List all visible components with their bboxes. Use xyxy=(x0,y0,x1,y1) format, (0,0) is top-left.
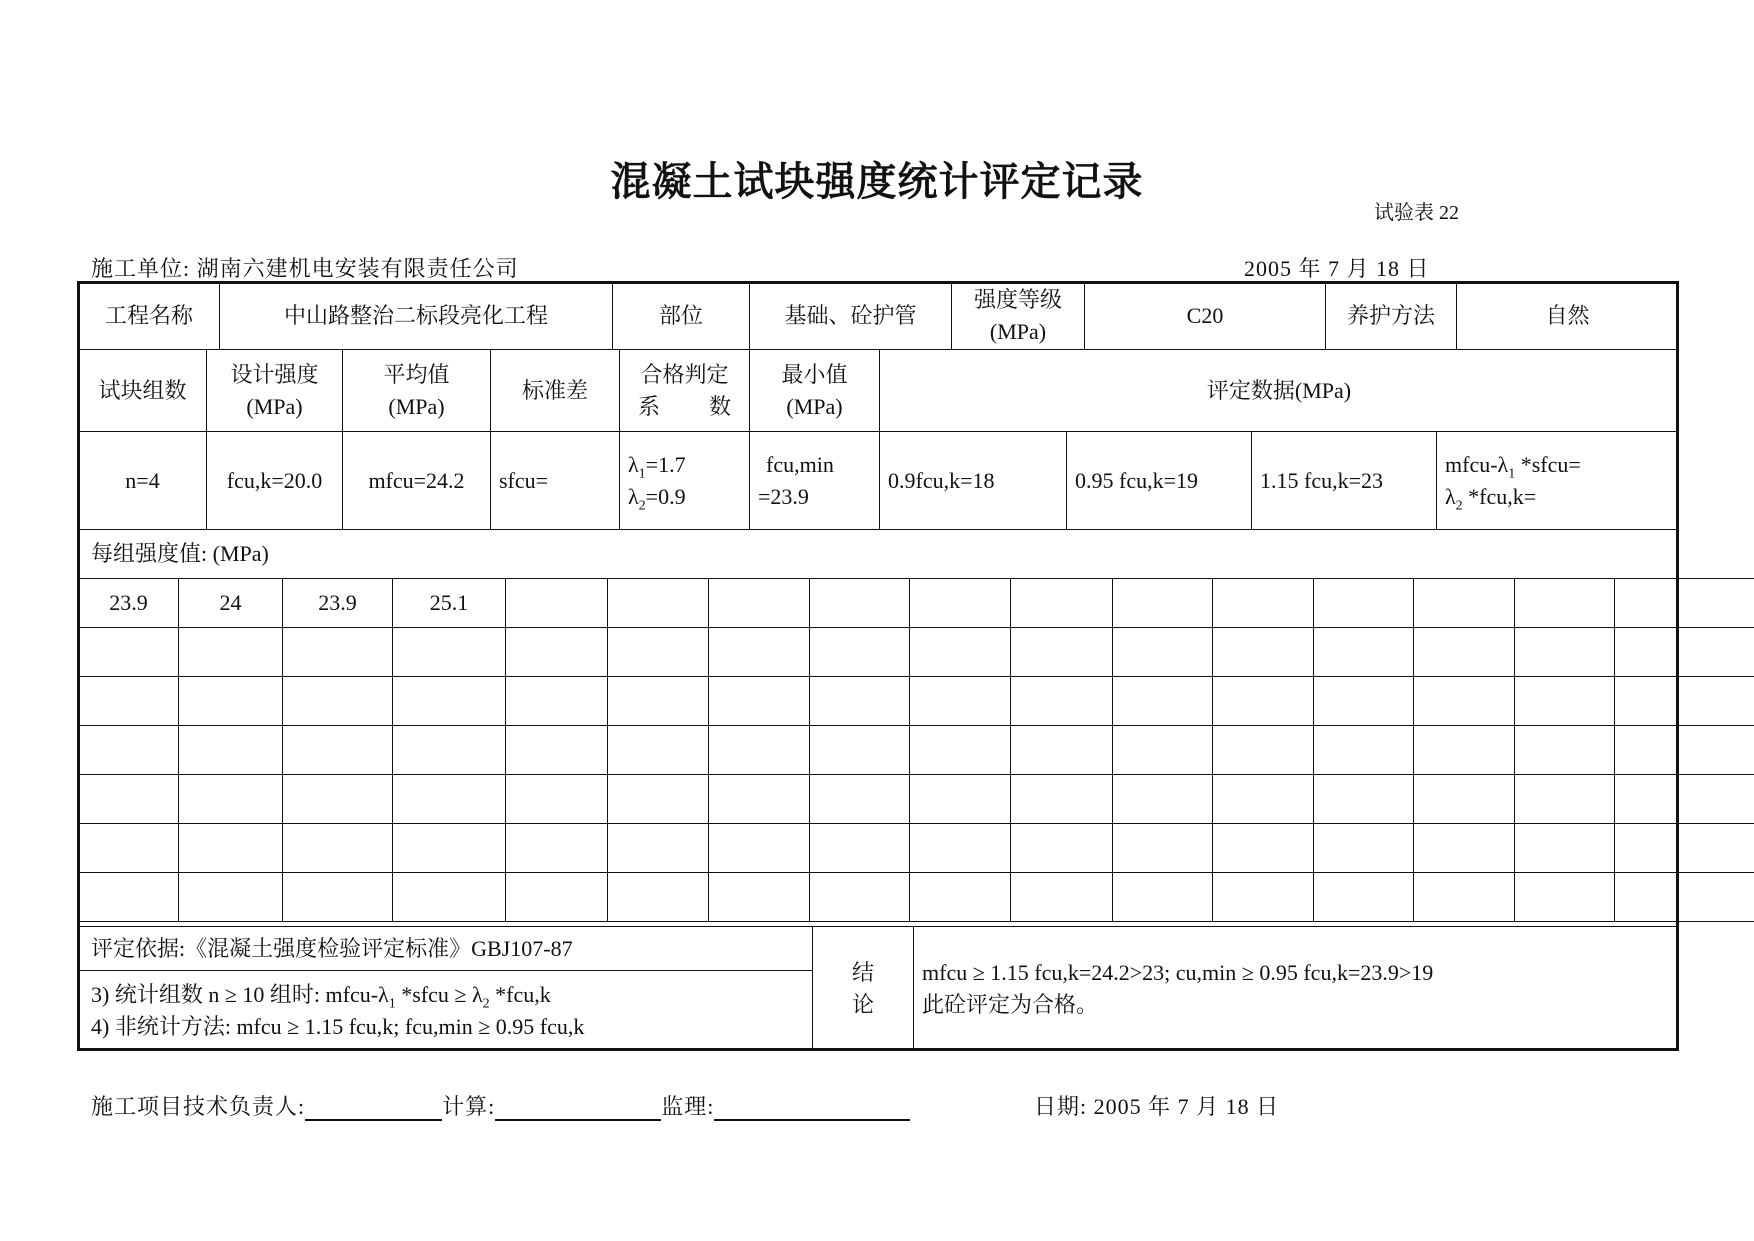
grade-value: C20 xyxy=(1085,283,1326,350)
minimum-line2: (MPa) xyxy=(786,393,843,419)
grid-cell xyxy=(1314,873,1414,922)
grid-cell xyxy=(1213,579,1314,628)
group-strength-label: 每组强度值: (MPa) xyxy=(79,530,1678,579)
grid-cell xyxy=(1314,726,1414,775)
curing-method-value: 自然 xyxy=(1457,283,1679,350)
evaluation-data-label: 评定数据(MPa) xyxy=(880,350,1679,432)
tech-lead-signature-field[interactable] xyxy=(305,1093,442,1121)
grid-cell xyxy=(608,579,709,628)
grid-cell xyxy=(506,873,608,922)
eval-formula-1-pre: mfcu-λ xyxy=(1445,451,1509,477)
grid-cell xyxy=(179,824,283,873)
grid-cell xyxy=(810,873,910,922)
grid-cell xyxy=(179,628,283,677)
minimum-value-line2: =23.9 xyxy=(758,483,809,509)
conclusion-line-2: 此砼评定为合格。 xyxy=(922,991,1099,1017)
grid-cell xyxy=(393,824,506,873)
coefficient-char1: 系 xyxy=(638,393,661,419)
basis-rule-3-mid: *sfcu ≥ λ xyxy=(395,981,483,1007)
basis-rule-3-sub2: 2 xyxy=(482,995,490,1011)
minimum-label xyxy=(750,350,880,432)
grid-cell xyxy=(810,775,910,824)
coefficient-line1: 合格判定 xyxy=(640,361,729,387)
design-strength-line2: (MPa) xyxy=(246,393,303,419)
grid-cell xyxy=(810,824,910,873)
grid-cell xyxy=(1213,824,1314,873)
grid-cell xyxy=(393,873,506,922)
grid-cell xyxy=(1314,628,1414,677)
grid-cell xyxy=(1011,628,1113,677)
eval-formula-2-sub: 2 xyxy=(1455,497,1463,513)
coefficient-char2: 数 xyxy=(708,393,731,419)
lambda1-subscript: 1 xyxy=(638,465,646,481)
group-count-value: n=4 xyxy=(79,432,207,530)
grid-cell xyxy=(1213,628,1314,677)
tech-lead-label: 施工项目技术负责人: xyxy=(91,1094,306,1119)
grid-cell xyxy=(709,824,810,873)
grid-cell xyxy=(1113,775,1213,824)
grid-cell xyxy=(1414,628,1515,677)
eval-095: 0.95 fcu,k=19 xyxy=(1067,432,1252,530)
grid-cell xyxy=(1011,677,1113,726)
grid-cell xyxy=(79,726,179,775)
grid-cell xyxy=(79,677,179,726)
grid-cell xyxy=(1414,775,1515,824)
grid-cell xyxy=(1113,824,1213,873)
mean-value-line2: (MPa) xyxy=(388,393,445,419)
grid-cell xyxy=(608,628,709,677)
grid-cell: 23.9 xyxy=(79,579,179,628)
conclusion-line-1: mfcu ≥ 1.15 fcu,k=24.2>23; cu,min ≥ 0.95 fcu,k=23.9>19 xyxy=(922,959,1434,985)
grid-cell xyxy=(1113,579,1213,628)
eval-115: 1.15 fcu,k=23 xyxy=(1252,432,1437,530)
grid-cell xyxy=(506,726,608,775)
grid-cell xyxy=(1113,628,1213,677)
record-date: 2005 年 7 月 18 日 xyxy=(1244,256,1430,281)
grid-cell xyxy=(1615,677,1754,726)
grid-cell xyxy=(1615,579,1754,628)
grid-cell xyxy=(1011,726,1113,775)
group-strength-header xyxy=(78,529,1678,579)
lambda2-number: =0.9 xyxy=(645,483,686,509)
grid-cell xyxy=(283,873,393,922)
grid-cell: 25.1 xyxy=(393,579,506,628)
grid-cell xyxy=(506,824,608,873)
group-count-label: 试块组数 xyxy=(79,350,207,432)
grid-cell xyxy=(910,579,1011,628)
eval-formula-2 xyxy=(1445,481,1670,513)
grid-cell xyxy=(179,873,283,922)
project-info-row xyxy=(78,282,1679,350)
grid-row xyxy=(79,726,1754,775)
page-title: 混凝土试块强度统计评定记录 xyxy=(610,159,1144,205)
grid-cell xyxy=(179,775,283,824)
grid-cell xyxy=(1011,775,1113,824)
supervisor-signature-field[interactable] xyxy=(714,1093,910,1121)
eval-formulas xyxy=(1437,432,1679,530)
coefficient-label xyxy=(620,350,750,432)
construction-unit-value: 湖南六建机电安装有限责任公司 xyxy=(196,256,519,281)
grid-cell xyxy=(1615,873,1754,922)
grade-label xyxy=(952,283,1085,350)
grid-cell xyxy=(810,726,910,775)
grid-cell xyxy=(910,677,1011,726)
design-strength-line1: 设计强度 xyxy=(230,361,319,387)
grid-cell xyxy=(1414,677,1515,726)
grid-cell xyxy=(79,873,179,922)
conclusion-label-1: 结 xyxy=(851,959,874,985)
grade-label-line2: (MPa) xyxy=(989,319,1047,344)
coefficient-line2 xyxy=(628,391,741,423)
grid-cell xyxy=(910,775,1011,824)
grid-cell xyxy=(1615,726,1754,775)
grid-cell xyxy=(1414,726,1515,775)
construction-unit xyxy=(91,252,519,283)
design-strength-label xyxy=(207,350,343,432)
lambda2-subscript: 2 xyxy=(638,497,646,513)
grid-cell xyxy=(79,824,179,873)
grid-cell xyxy=(393,628,506,677)
calc-label: 计算: xyxy=(442,1094,496,1119)
grid-cell xyxy=(1011,824,1113,873)
eval-formula-1 xyxy=(1445,449,1670,481)
grid-cell xyxy=(1011,873,1113,922)
grid-cell xyxy=(1213,775,1314,824)
basis-conclusion-table xyxy=(78,926,1679,1051)
grid-cell xyxy=(283,677,393,726)
eval-formula-2-post: *fcu,k= xyxy=(1462,483,1537,509)
grid-cell xyxy=(608,824,709,873)
grid-cell xyxy=(1515,824,1615,873)
basis-rules xyxy=(79,971,813,1051)
eval-formula-2-pre: λ xyxy=(1445,483,1456,509)
lambda2-value xyxy=(628,481,741,513)
grid-cell: 24 xyxy=(179,579,283,628)
grid-cell xyxy=(810,579,910,628)
grid-cell xyxy=(1515,628,1615,677)
grid-cell xyxy=(1515,726,1615,775)
grid-cell xyxy=(79,628,179,677)
minimum-value xyxy=(750,432,880,530)
grid-cell xyxy=(709,628,810,677)
grid-cell xyxy=(1414,824,1515,873)
signature-line xyxy=(91,1090,910,1121)
grade-label-line1: 强度等级 xyxy=(973,287,1062,312)
grid-cell xyxy=(1213,677,1314,726)
grid-cell xyxy=(179,726,283,775)
grid-cell xyxy=(709,726,810,775)
grid-cell xyxy=(1615,824,1754,873)
basis-rule-3 xyxy=(91,979,804,1011)
grid-cell xyxy=(393,775,506,824)
grid-cell xyxy=(179,677,283,726)
eval-formula-1-sub: 1 xyxy=(1508,465,1516,481)
lambda1-number: =1.7 xyxy=(645,451,686,477)
supervisor-label: 监理: xyxy=(661,1094,715,1119)
conclusion-label-2: 论 xyxy=(851,991,874,1017)
calc-signature-field[interactable] xyxy=(495,1093,661,1121)
basis-rule-3-pre: 3) 统计组数 n ≥ 10 组时: mfcu-λ xyxy=(91,981,389,1007)
grid-cell xyxy=(608,775,709,824)
grid-cell xyxy=(283,824,393,873)
grid-row xyxy=(79,824,1754,873)
grid-cell xyxy=(1515,579,1615,628)
grid-cell xyxy=(393,726,506,775)
grid-cell xyxy=(1515,873,1615,922)
grid-cell xyxy=(1414,873,1515,922)
grid-cell xyxy=(1213,873,1314,922)
design-strength-value: fcu,k=20.0 xyxy=(207,432,343,530)
grid-row xyxy=(79,775,1754,824)
conclusion-label xyxy=(813,927,914,1051)
construction-unit-label: 施工单位: xyxy=(91,256,191,281)
grid-cell xyxy=(1213,726,1314,775)
grid-row xyxy=(79,628,1754,677)
grid-cell xyxy=(1414,579,1515,628)
mean-value: mfcu=24.2 xyxy=(343,432,491,530)
basis-rule-4: 4) 非统计方法: mfcu ≥ 1.15 fcu,k; fcu,min ≥ 0.95 fcu,k xyxy=(91,1013,585,1039)
grid-row xyxy=(79,873,1754,922)
grid-cell xyxy=(1515,677,1615,726)
basis-rule-3-post: *fcu,k xyxy=(489,981,551,1007)
lambda2-symbol: λ xyxy=(628,483,639,509)
grid-cell xyxy=(709,775,810,824)
statistics-table xyxy=(78,349,1679,530)
grid-cell xyxy=(1011,579,1113,628)
grid-cell xyxy=(709,873,810,922)
std-dev-value: sfcu= xyxy=(491,432,620,530)
grid-cell xyxy=(1515,775,1615,824)
grid-cell xyxy=(608,726,709,775)
grid-row xyxy=(79,579,1754,628)
form-number: 试验表 22 xyxy=(1374,202,1459,224)
grid-cell xyxy=(1314,775,1414,824)
grid-row xyxy=(79,677,1754,726)
grid-cell xyxy=(1113,677,1213,726)
minimum-value-line1: fcu,min xyxy=(766,451,834,477)
grid-cell xyxy=(393,677,506,726)
eval-09: 0.9fcu,k=18 xyxy=(880,432,1067,530)
grid-cell xyxy=(1615,628,1754,677)
project-name-label: 工程名称 xyxy=(79,283,220,350)
grid-cell: 23.9 xyxy=(283,579,393,628)
grid-cell xyxy=(506,775,608,824)
grid-cell xyxy=(910,873,1011,922)
grid-cell xyxy=(709,677,810,726)
grid-cell xyxy=(810,677,910,726)
grid-cell xyxy=(1314,579,1414,628)
grid-cell xyxy=(608,677,709,726)
grid-cell xyxy=(709,579,810,628)
basis-rule-3-sub1: 1 xyxy=(388,995,396,1011)
grid-cell xyxy=(283,775,393,824)
grid-cell xyxy=(1615,775,1754,824)
lambda1-symbol: λ xyxy=(628,451,639,477)
evaluation-basis: 评定依据:《混凝土强度检验评定标准》GBJ107-87 xyxy=(79,927,813,971)
coefficient-values xyxy=(620,432,750,530)
grid-cell xyxy=(1113,726,1213,775)
part-value: 基础、砼护管 xyxy=(750,283,952,350)
grid-cell xyxy=(910,824,1011,873)
minimum-line1: 最小值 xyxy=(781,361,848,387)
sign-date: 日期: 2005 年 7 月 18 日 xyxy=(1034,1094,1280,1119)
grid-cell xyxy=(506,579,608,628)
conclusion-text xyxy=(914,927,1679,1051)
grid-cell xyxy=(1314,677,1414,726)
grid-cell xyxy=(506,628,608,677)
group-values-grid xyxy=(78,578,1754,922)
std-dev-label: 标准差 xyxy=(491,350,620,432)
part-label: 部位 xyxy=(613,283,750,350)
grid-cell xyxy=(910,628,1011,677)
grid-cell xyxy=(1314,824,1414,873)
grid-cell xyxy=(506,677,608,726)
grid-cell xyxy=(283,726,393,775)
lambda1-value xyxy=(628,449,741,481)
mean-value-line1: 平均值 xyxy=(383,361,450,387)
grid-cell xyxy=(79,775,179,824)
curing-method-label: 养护方法 xyxy=(1326,283,1457,350)
grid-cell xyxy=(910,726,1011,775)
grid-cell xyxy=(283,628,393,677)
grid-cell xyxy=(608,873,709,922)
mean-value-label xyxy=(343,350,491,432)
grid-cell xyxy=(1113,873,1213,922)
grid-cell xyxy=(810,628,910,677)
eval-formula-1-post: *sfcu= xyxy=(1515,451,1581,477)
project-name-value: 中山路整治二标段亮化工程 xyxy=(220,283,613,350)
